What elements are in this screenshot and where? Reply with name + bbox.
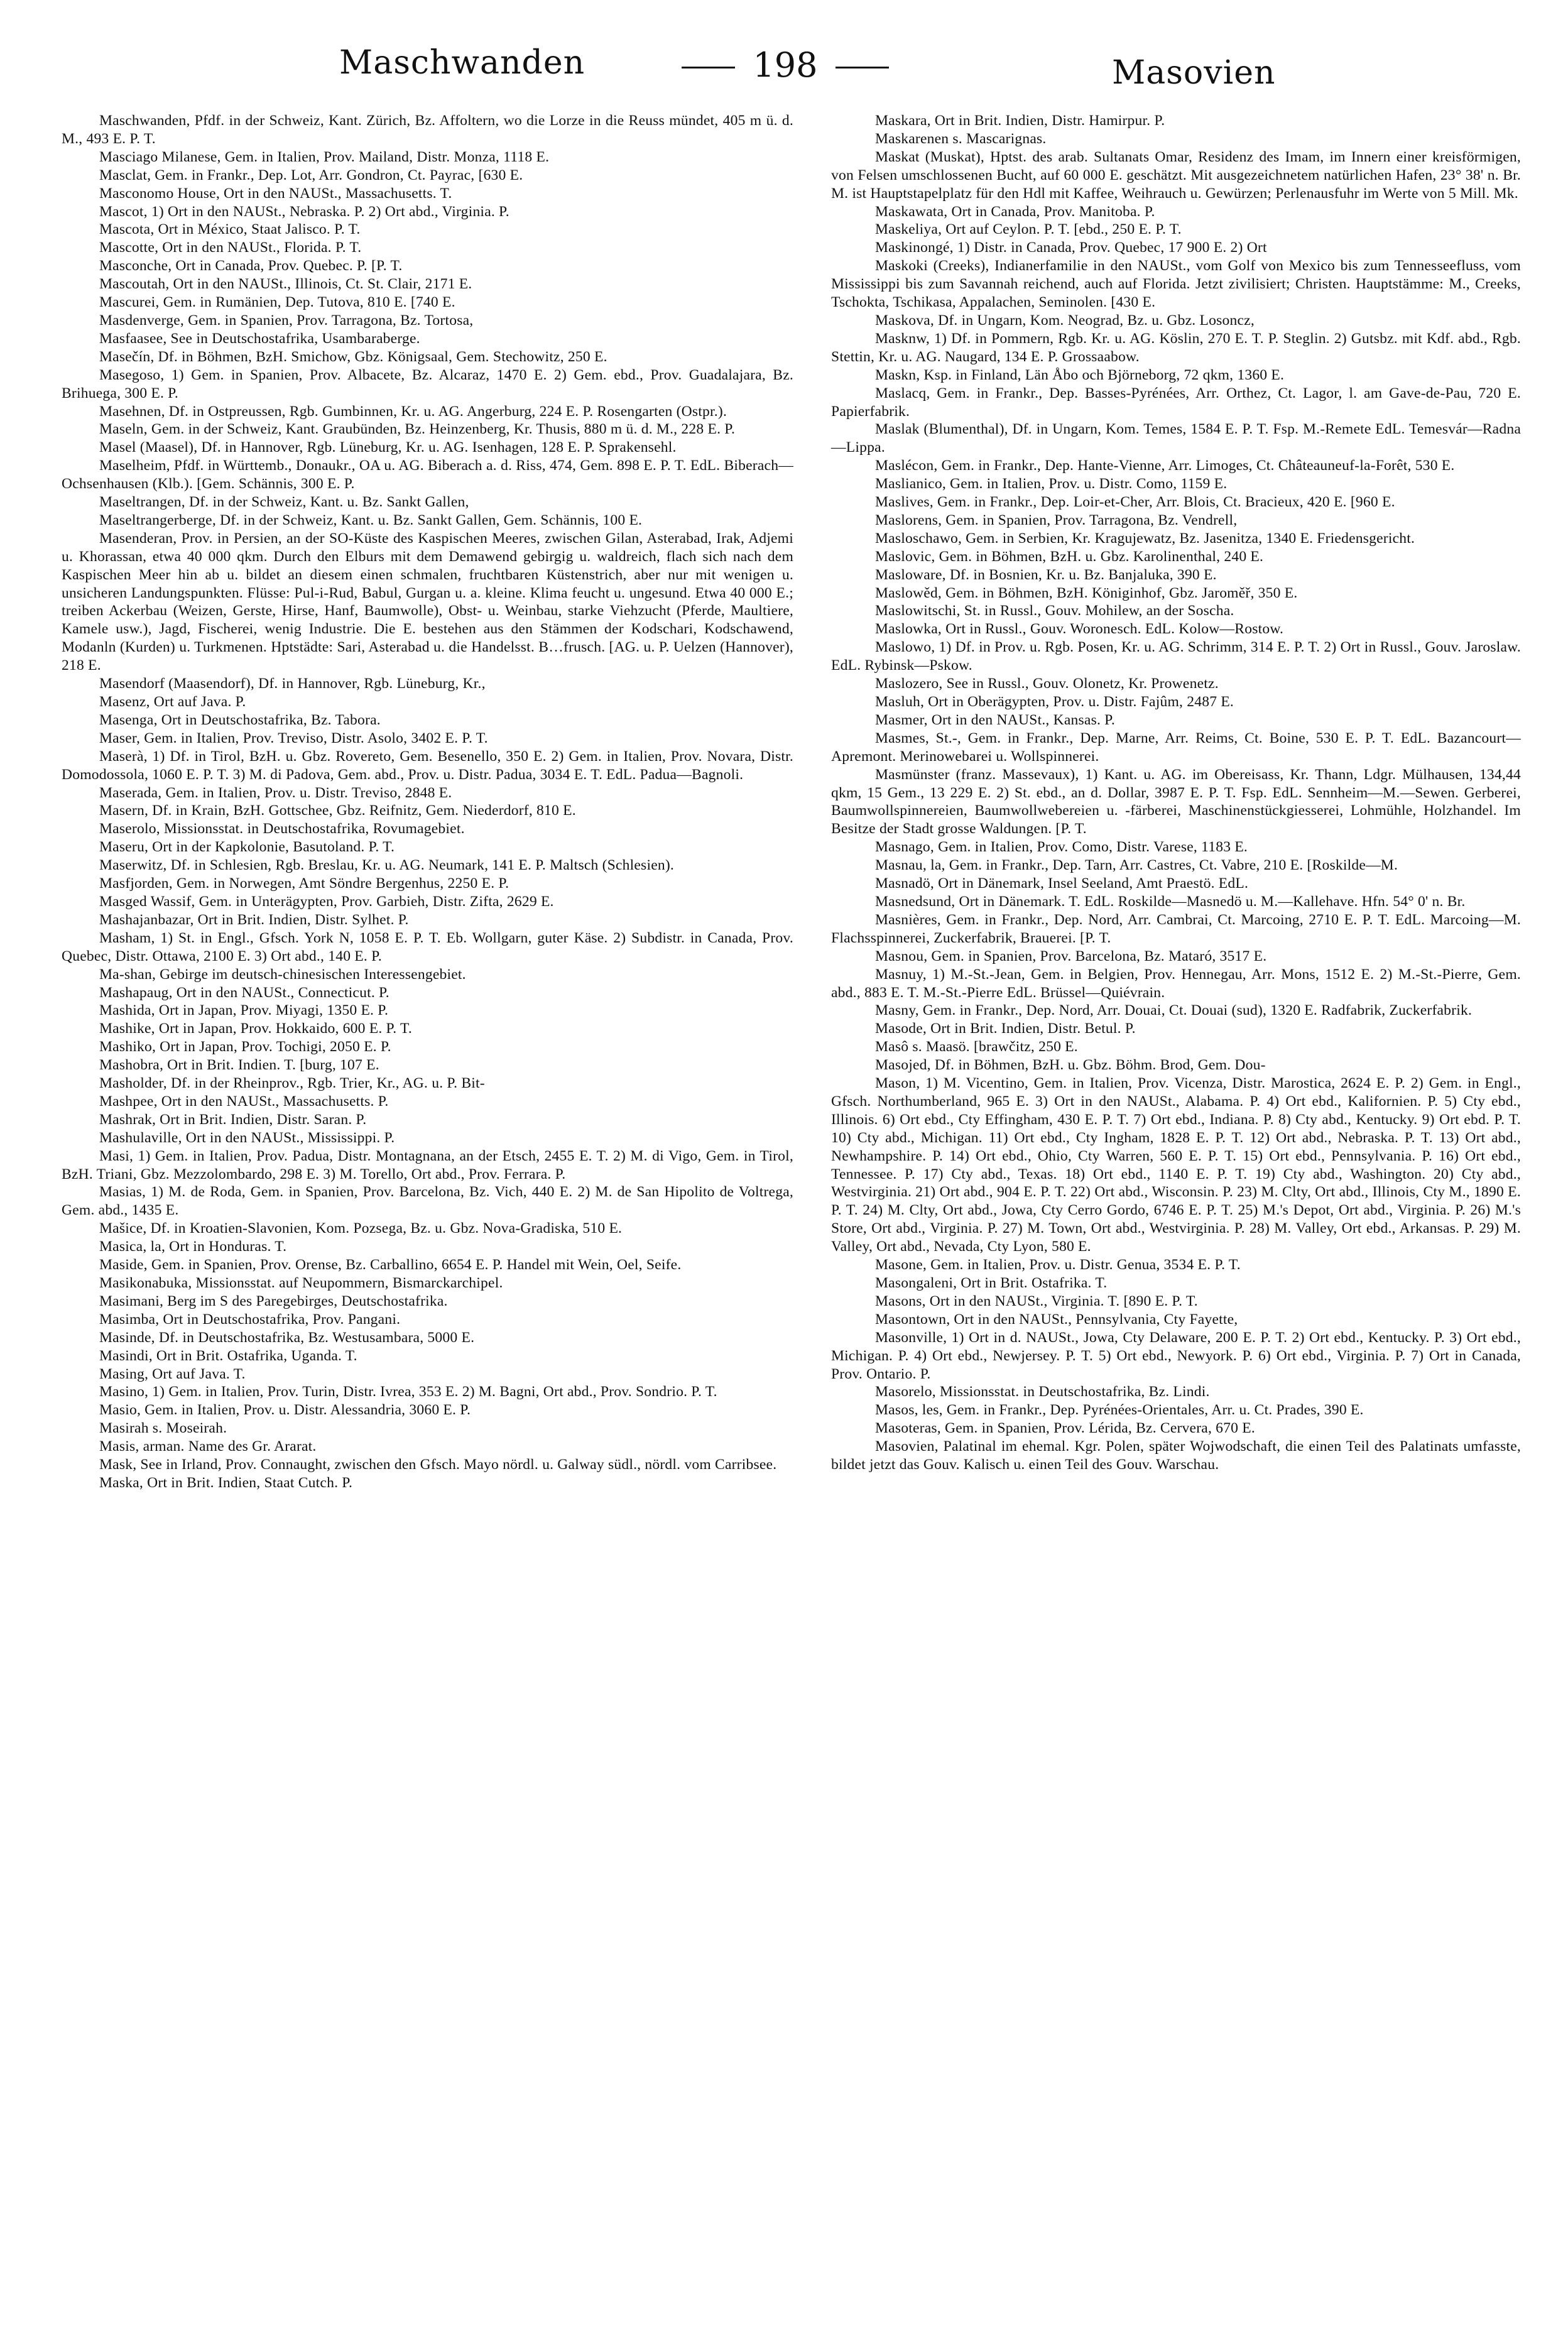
dictionary-entry: Masnou, Gem. in Spanien, Prov. Barcelona, Bz. Mataró, 3517 E.	[875, 948, 1267, 964]
dictionary-entry: Maschwanden, Pfdf. in der Schweiz, Kant. Zürich, Bz. Affoltern, wo die Lorze in die Reuss mündet, 405 m ü. d. M., 493 E. P. T.	[62, 112, 793, 147]
dictionary-entry: Masos, les, Gem. in Frankr., Dep. Pyrénées-Orientales, Arr. u. Ct. Prades, 390 E.	[875, 1402, 1364, 1419]
dictionary-entry: Masorelo, Missionsstat. in Deutschostafrika, Bz. Lindi.	[875, 1384, 1210, 1401]
dictionary-entry: Masio, Gem. in Italien, Prov. u. Distr. Alessandria, 3060 E. P.	[99, 1402, 471, 1419]
dictionary-entry: Maslowitschi, St. in Russl., Gouv. Mohilew, an der Soscha.	[875, 603, 1234, 620]
dictionary-entry: Masknw, 1) Df. in Pommern, Rgb. Kr. u. AG. Köslin, 270 E. T. P. Steglin. 2) Gutsbz. mit Kdf. abd., Rgb. Stettin, Kr. u. AG. Naugard, 134 E. P. Grossaabow.	[831, 330, 1521, 365]
dictionary-entry: Masons, Ort in den NAUSt., Virginia. T. [890 E. P. T.	[875, 1292, 1198, 1309]
dictionary-entry: Maska, Ort in Brit. Indien, Staat Cutch. P.	[99, 1474, 353, 1491]
dictionary-entry: Mask, See in Irland, Prov. Connaught, zwischen den Gfsch. Mayo nördl. u. Galway südl., nördl. vom Carribsee.	[99, 1456, 777, 1473]
dictionary-entry: Maslak (Blumenthal), Df. in Ungarn, Kom. Temes, 1584 E. P. T. Fsp. M.-Remete EdL. Temesvár—Radna—Lippa.	[831, 421, 1521, 456]
dictionary-entry: Masis, arman. Name des Gr. Ararat.	[99, 1438, 317, 1455]
dictionary-entry: Masoteras, Gem. in Spanien, Prov. Lérida, Bz. Cervera, 670 E.	[875, 1420, 1255, 1437]
dictionary-entry: Masconomo House, Ort in den NAUSt., Massachusetts. T.	[99, 185, 452, 202]
dictionary-entry: Maslorens, Gem. in Spanien, Prov. Tarragona, Bz. Vendrell,	[875, 511, 1238, 528]
dictionary-entry: Maslécon, Gem. in Frankr., Dep. Hante-Vienne, Arr. Limoges, Ct. Châteauneuf-la-Forêt, 530 E.	[875, 457, 1455, 474]
dictionary-entry: Maseru, Ort in der Kapkolonie, Basutoland. P. T.	[99, 839, 395, 856]
dictionary-entry: Mashobra, Ort in Brit. Indien. T. [burg, 107 E.	[99, 1057, 379, 1074]
dictionary-entry: Mashapaug, Ort in den NAUSt., Connecticut. P.	[99, 984, 389, 1001]
dictionary-entry: Masirah s. Moseirah.	[99, 1420, 227, 1437]
dictionary-entry: Mashpee, Ort in den NAUSt., Massachusetts. P.	[99, 1093, 389, 1110]
dictionary-entry: Masmes, St.-, Gem. in Frankr., Dep. Marne, Arr. Reims, Ct. Boine, 530 E. P. T. EdL. Bazancourt—Apremont. Merinowebarei u. Wollspinnerei.	[831, 729, 1521, 765]
dictionary-entry: Masi, 1) Gem. in Italien, Prov. Padua, Distr. Montagnana, an der Etsch, 2455 E. T. 2) M. di Vigo, Gem. in Tirol, BzH. Triani, Gbz. Mezzolombardo, 298 E. 3) M. Torello, Ort abd., Prov. Ferrara. P.	[62, 1147, 793, 1182]
dictionary-entry: Masciago Milanese, Gem. in Italien, Prov. Mailand, Distr. Monza, 1118 E.	[99, 148, 550, 165]
dictionary-entry: Mascotte, Ort in den NAUSt., Florida. P. T.	[99, 239, 362, 256]
dictionary-entry: Maskova, Df. in Ungarn, Kom. Neograd, Bz. u. Gbz. Losoncz,	[875, 312, 1255, 329]
dictionary-entry: Masô s. Maasö. [brawčitz, 250 E.	[875, 1039, 1078, 1056]
dictionary-entry: Masino, 1) Gem. in Italien, Prov. Turin, Distr. Ivrea, 353 E. 2) M. Bagni, Ort abd., Prov. Sondrio. P. T.	[99, 1384, 717, 1401]
running-head-left: Maschwanden	[339, 44, 585, 82]
dictionary-entry: Maslozero, See in Russl., Gouv. Olonetz, Kr. Prowenetz.	[875, 675, 1219, 692]
dictionary-entry: Masovien, Palatinal im ehemal. Kgr. Polen, später Wojwodschaft, die einen Teil des Palatinats umfasste, bildet jetzt das Gouv. Kalisch u. einen Teil des Gouv. Warschau.	[831, 1438, 1521, 1473]
dictionary-entry: Masegoso, 1) Gem. in Spanien, Prov. Albacete, Bz. Alcaraz, 1470 E. 2) Gem. ebd., Prov. Guadalajara, Bz. Brihuega, 300 E. P.	[62, 366, 793, 401]
dictionary-entry: Maserolo, Missionsstat. in Deutschostafrika, Rovumagebiet.	[99, 821, 465, 838]
dictionary-entry: Maseln, Gem. in der Schweiz, Kant. Graubünden, Bz. Heinzenberg, Kr. Thusis, 880 m ü. d. M., 228 E. P.	[99, 421, 736, 438]
dictionary-entry: Masenderan, Prov. in Persien, an der SO-Küste des Kaspischen Meeres, zwischen Gilan, Asterabad, Irak, Adjemi u. Khorassan, etwa 40 000 qkm. Durch den Elburs mit dem Demawend gebirgig u. waldreich, flach sich nach dem Kaspischen Meer hin ab u. bildet an diesem einen schmalen, fruchtbaren Küstenstrich, aber nur mit wenigen u. unsicheren Landungspunkten. Flüsse: Pul-i-Rud, Babul, Gurgan u. a. kleine. Klima feucht u. ungesund. Etwa 40 000 E.; treiben Ackerbau (Weizen, Gerste, Hirse, Hanf, Baumwolle), Obst- u. Weinbau, starke Viehzucht (Pferde, Maultiere, Kamele usw.), Jagd, Fischerei, wenig Industrie. Die E. bestehen aus den Stämmen der Kodschari, Kodschawend, Modanln (Kurden) u. Turkmenen. Hptstädte: Sari, Asterabad u. die Handelsst. B…frusch. [AG. u. P. Uelzen (Hannover), 218 E.	[62, 530, 793, 674]
dictionary-entry: Maslowo, 1) Df. in Prov. u. Rgb. Posen, Kr. u. AG. Schrimm, 314 E. P. T. 2) Ort in Russl., Gouv. Jaroslaw. EdL. Rybinsk—Pskow.	[831, 639, 1521, 674]
dictionary-entry: Maside, Gem. in Spanien, Prov. Orense, Bz. Carballino, 6654 E. P. Handel mit Wein, Oel, Seife.	[99, 1257, 682, 1274]
dictionary-entry: Maserada, Gem. in Italien, Prov. u. Distr. Treviso, 2848 E.	[99, 784, 452, 801]
dictionary-entry: Masged Wassif, Gem. in Unterägypten, Prov. Garbieh, Distr. Zifta, 2629 E.	[99, 893, 554, 910]
dictionary-entry: Maslowěd, Gem. in Böhmen, BzH. Königinhof, Gbz. Jaroměř, 350 E.	[875, 584, 1298, 601]
dictionary-entry: Masojed, Df. in Böhmen, BzH. u. Gbz. Böhm. Brod, Gem. Dou-	[875, 1057, 1266, 1074]
dictionary-entry: Maskarenen s. Mascarignas.	[875, 130, 1047, 147]
dictionary-entry: Masica, la, Ort in Honduras. T.	[99, 1238, 287, 1255]
dictionary-entry: Maskara, Ort in Brit. Indien, Distr. Hamirpur. P.	[875, 112, 1165, 129]
dictionary-entry: Masloware, Df. in Bosnien, Kr. u. Bz. Banjaluka, 390 E.	[875, 566, 1217, 583]
dictionary-entry: Maseltrangerberge, Df. in der Schweiz, Kant. u. Bz. Sankt Gallen, Gem. Schännis, 100 E.	[99, 511, 643, 528]
dictionary-entry: Maskawata, Ort in Canada, Prov. Manitoba. P.	[875, 203, 1155, 220]
dictionary-entry: Masnadö, Ort in Dänemark, Insel Seeland, Amt Praestö. EdL.	[875, 875, 1249, 892]
dictionary-entry: Maselheim, Pfdf. in Württemb., Donaukr., OA u. AG. Biberach a. d. Riss, 474, Gem. 898 E. P. T. EdL. Biberach—Ochsenhausen (Klb.). [Gem. Schännis, 300 E. P.	[62, 457, 793, 493]
dictionary-entry: Masehnen, Df. in Ostpreussen, Rgb. Gumbinnen, Kr. u. AG. Angerburg, 224 E. P. Rosengarten (Ostpr.).	[99, 403, 727, 420]
dictionary-entry: Masontown, Ort in den NAUSt., Pennsylvania, Cty Fayette,	[875, 1311, 1238, 1328]
dictionary-entry: Masečín, Df. in Böhmen, BzH. Smichow, Gbz. Königsaal, Gem. Stechowitz, 250 E.	[99, 348, 607, 365]
dictionary-entry: Masindi, Ort in Brit. Ostafrika, Uganda. T.	[99, 1347, 357, 1364]
dictionary-entry: Maserà, 1) Df. in Tirol, BzH. u. Gbz. Rovereto, Gem. Besenello, 350 E. 2) Gem. in Italien, Prov. Novara, Distr. Domodossola, 1060 E. P. T. 3) M. di Padova, Gem. abd., Prov. u. Distr. Padua, 3034 E. T. EdL. Padua—Bagnoli.	[62, 748, 793, 783]
dictionary-entry: Maskinongé, 1) Distr. in Canada, Prov. Quebec, 17 900 E. 2) Ort	[875, 239, 1267, 256]
dictionary-entry: Masfaasee, See in Deutschostafrika, Usambaraberge.	[99, 330, 420, 347]
dictionary-entry: Masinde, Df. in Deutschostafrika, Bz. Westusambara, 5000 E.	[99, 1329, 475, 1346]
page-number: 198	[682, 45, 889, 85]
dictionary-entry: Maseltrangen, Df. in der Schweiz, Kant. u. Bz. Sankt Gallen,	[99, 494, 469, 511]
dictionary-entry: Mason, 1) M. Vicentino, Gem. in Italien, Prov. Vicenza, Distr. Marostica, 2624 E. P. 2) Gem. in Engl., Gfsch. Northumberland, 965 E. 3) Ort in den NAUSt., Alabama. P. 4) Ort ebd., Kalifornien. P. 5) Cty ebd., Illinois. 6) Ort ebd., Cty Effingham, 430 E. P. T. 7) Ort ebd., Indiana. P. 8) Cty abd., Kentucky. 9) Ort ebd. P. T. 10) Cty abd., Michigan. 11) Ort ebd., Cty Ingham, 1828 E. P. T. 12) Ort abd., Nebraska. P. T. 13) Ort abd., Newhampshire. P. 14) Ort ebd., Ohio, Cty Warren, 560 E. P. T. 15) Ort ebd., Pennsylvania. P. 16) Ort ebd., Tennessee. P. 17) Cty abd., Texas. 18) Ort ebd., 1140 E. P. T. 19) Cty abd., Washington. 20) Cty abd., Westvirginia. 21) Ort abd., 904 E. P. T. 22) Ort abd., Wisconsin. P. 23) M. Clty, Ort abd., Illinois, Cty M., 1890 E. P. T. 24) M. Clty, Ort abd., Jowa, Cty Cerro Gordo, 6746 E. P. T. 25) M.'s Depot, Ort abd., Virginia. P. 26) M.'s Store, Ort abd., Virginia. P. 27) M. Town, Ort abd., Westvirginia. P. 28) M. Valley, Ort ebd., Arkansas. P. 29) M. Valley, Ort abd., Nevada, Cty Lyon, 580 E.	[831, 1075, 1521, 1255]
dictionary-entry: Maslowka, Ort in Russl., Gouv. Woronesch. EdL. Kolow—Rostow.	[875, 621, 1284, 638]
right-column	[831, 112, 1521, 1474]
dictionary-entry: Mashiko, Ort in Japan, Prov. Tochigi, 2050 E. P.	[99, 1039, 391, 1056]
dictionary-entry: Masel (Maasel), Df. in Hannover, Rgb. Lüneburg, Kr. u. AG. Isenhagen, 128 E. P. Sprakensehl.	[99, 439, 677, 456]
dictionary-entry: Mascota, Ort in México, Staat Jalisco. P. T.	[99, 221, 361, 238]
dictionary-entry: Masenga, Ort in Deutschostafrika, Bz. Tabora.	[99, 711, 381, 728]
dictionary-entry: Masnières, Gem. in Frankr., Dep. Nord, Arr. Cambrai, Ct. Marcoing, 2710 E. P. T. EdL. Marcoing—M. Flachsspinnerei, Zuckerfabrik, Brauerei. [P. T.	[831, 911, 1521, 946]
dictionary-entry: Mashulaville, Ort in den NAUSt., Mississippi. P.	[99, 1129, 395, 1146]
dictionary-entry: Masendorf (Maasendorf), Df. in Hannover, Rgb. Lüneburg, Kr.,	[99, 675, 486, 692]
dictionary-entry: Masimani, Berg im S des Paregebirges, Deutschostafrika.	[99, 1292, 448, 1309]
dictionary-entry: Masone, Gem. in Italien, Prov. u. Distr. Genua, 3534 E. P. T.	[875, 1257, 1241, 1274]
dictionary-entry: Masnau, la, Gem. in Frankr., Dep. Tarn, Arr. Castres, Ct. Vabre, 210 E. [Roskilde—M.	[875, 857, 1398, 874]
dictionary-entry: Maslacq, Gem. in Frankr., Dep. Basses-Pyrénées, Arr. Orthez, Ct. Lagor, l. am Gave-de-Pau, 720 E. Papierfabrik.	[831, 385, 1521, 420]
dictionary-entry: Masonville, 1) Ort in d. NAUSt., Jowa, Cty Delaware, 200 E. P. T. 2) Ort ebd., Kentucky. P. 3) Ort ebd., Michigan. P. 4) Ort ebd., Newjersey. P. T. 5) Ort ebd., Newyork. P. 6) Ort ebd., Virginia. P. 7) Ort in Canada, Prov. Ontario. P.	[831, 1329, 1521, 1382]
dictionary-entry: Masconche, Ort in Canada, Prov. Quebec. P. [P. T.	[99, 258, 403, 275]
running-head-right: Masovien	[1112, 54, 1276, 92]
dictionary-entry: Ma-shan, Gebirge im deutsch-chinesischen Interessengebiet.	[99, 966, 466, 983]
dictionary-entry: Mascot, 1) Ort in den NAUSt., Nebraska. P. 2) Ort abd., Virginia. P.	[99, 203, 509, 220]
dictionary-entry: Masmer, Ort in den NAUSt., Kansas. P.	[875, 711, 1115, 728]
dictionary-entry: Masluh, Ort in Oberägypten, Prov. u. Distr. Fajûm, 2487 E.	[875, 694, 1234, 710]
dictionary-entry: Mascurei, Gem. in Rumänien, Dep. Tutova, 810 E. [740 E.	[99, 294, 455, 311]
dictionary-entry: Masham, 1) St. in Engl., Gfsch. York N, 1058 E. P. T. Eb. Wollgarn, guter Käse. 2) Subdistr. in Canada, Prov. Quebec, Distr. Ottawa, 2100 E. 3) Ort abd., 140 E. P.	[62, 929, 793, 964]
dictionary-entry: Maskn, Ksp. in Finland, Län Åbo och Björneborg, 72 qkm, 1360 E.	[875, 366, 1285, 383]
dictionary-entry: Masfjorden, Gem. in Norwegen, Amt Söndre Bergenhus, 2250 E. P.	[99, 875, 509, 892]
dictionary-entry: Mashike, Ort in Japan, Prov. Hokkaido, 600 E. P. T.	[99, 1020, 412, 1037]
dictionary-entry: Masern, Df. in Krain, BzH. Gottschee, Gbz. Reifnitz, Gem. Niederdorf, 810 E.	[99, 802, 576, 819]
dictionary-entry: Mashajanbazar, Ort in Brit. Indien, Distr. Sylhet. P.	[99, 911, 409, 928]
dictionary-entry: Masholder, Df. in der Rheinprov., Rgb. Trier, Kr., AG. u. P. Bit-	[99, 1075, 485, 1092]
dictionary-entry: Masongaleni, Ort in Brit. Ostafrika. T.	[875, 1275, 1108, 1291]
page-header	[0, 31, 1568, 107]
dictionary-entry: Mascoutah, Ort in den NAUSt., Illinois, Ct. St. Clair, 2171 E.	[99, 276, 472, 293]
dictionary-entry: Masias, 1) M. de Roda, Gem. in Spanien, Prov. Barcelona, Bz. Vich, 440 E. 2) M. de San Hipolito de Voltrega, Gem. abd., 1435 E.	[62, 1184, 793, 1219]
dictionary-entry: Masimba, Ort in Deutschostafrika, Prov. Pangani.	[99, 1311, 401, 1328]
dictionary-entry: Maslianico, Gem. in Italien, Prov. u. Distr. Como, 1159 E.	[875, 476, 1228, 493]
dictionary-entry: Masode, Ort in Brit. Indien, Distr. Betul. P.	[875, 1020, 1136, 1037]
dictionary-entry: Masdenverge, Gem. in Spanien, Prov. Tarragona, Bz. Tortosa,	[99, 312, 474, 329]
dictionary-entry: Maserwitz, Df. in Schlesien, Rgb. Breslau, Kr. u. AG. Neumark, 141 E. P. Maltsch (Schlesien).	[99, 857, 675, 874]
dictionary-entry: Masmünster (franz. Massevaux), 1) Kant. u. AG. im Obereisass, Kr. Thann, Ldgr. Mülhausen, 134,44 qkm, 15 Gem., 13 229 E. 2) St. ebd., an d. Dollar, 3987 E. P. T. Fsp. EdL. Sennheim—M.—Sewen. Gerberei, Baumwollspinnereien, Baumwollwebereien u. -färberei, Maschinenstückgiesserei, Lohmühle, Holzhandel. Im Besitze der Stadt grosse Waldungen. [P. T.	[831, 766, 1521, 838]
dictionary-entry: Masny, Gem. in Frankr., Dep. Nord, Arr. Douai, Ct. Douai (sud), 1320 E. Radfabrik, Zuckerfabrik.	[875, 1002, 1473, 1019]
dictionary-entry: Mashida, Ort in Japan, Prov. Miyagi, 1350 E. P.	[99, 1002, 389, 1019]
dictionary-entry: Maskoki (Creeks), Indianerfamilie in den NAUSt., vom Golf von Mexico bis zum Tennesseefluss, vom Mississippi bis zum Savannah reichend, auch auf Florida. Jetzt zivilisiert; Christen. Hauptstämme: M., Creeks, Tschokta, Tschikasa, Appalachen, Seminolen. [430 E.	[831, 258, 1521, 311]
dictionary-entry: Masnedsund, Ort in Dänemark. T. EdL. Roskilde—Masnedö u. M.—Kallehave. Hfn. 54° 0' n. Br.	[875, 893, 1466, 910]
dictionary-entry: Maslives, Gem. in Frankr., Dep. Loir-et-Cher, Arr. Blois, Ct. Bracieux, 420 E. [960 E.	[875, 494, 1395, 511]
dictionary-entry: Masloschawo, Gem. in Serbien, Kr. Kragujewatz, Bz. Jasenitza, 1340 E. Friedensgericht.	[875, 530, 1415, 547]
dictionary-entry: Masnuy, 1) M.-St.-Jean, Gem. in Belgien, Prov. Hennegau, Arr. Mons, 1512 E. 2) M.-St.-Pierre, Gem. abd., 883 E. T. M.-St.-Pierre EdL. Brüssel—Quiévrain.	[831, 966, 1521, 1001]
dictionary-entry: Maskat (Muskat), Hptst. des arab. Sultanats Omar, Residenz des Imam, im Innern einer kreisförmigen, von Felsen umschlossenen Bucht, auf 60 000 E. geschätzt. Mit ausgezeichnetem natürlichen Hafen, 23° 38' n. Br. M. ist Hauptstapelplatz für den Hdl mit Kaffee, Weihrauch u. Gewürzen; Perlenausfuhr im Werte von 5 Mill. Mk.	[831, 148, 1521, 202]
left-column	[62, 112, 793, 1492]
dictionary-entry: Maser, Gem. in Italien, Prov. Treviso, Distr. Asolo, 3402 E. P. T.	[99, 729, 488, 746]
dictionary-entry: Mashrak, Ort in Brit. Indien, Distr. Saran. P.	[99, 1111, 367, 1128]
dictionary-entry: Masikonabuka, Missionsstat. auf Neupommern, Bismarckarchipel.	[99, 1275, 503, 1291]
dictionary-entry: Masenz, Ort auf Java. P.	[99, 694, 246, 710]
dictionary-entry: Maskeliya, Ort auf Ceylon. P. T. [ebd., 250 E. P. T.	[875, 221, 1182, 238]
dictionary-entry: Mašice, Df. in Kroatien-Slavonien, Kom. Pozsega, Bz. u. Gbz. Nova-Gradiska, 510 E.	[99, 1220, 623, 1237]
dictionary-entry: Maslovic, Gem. in Böhmen, BzH. u. Gbz. Karolinenthal, 240 E.	[875, 548, 1264, 565]
dictionary-entry: Masclat, Gem. in Frankr., Dep. Lot, Arr. Gondron, Ct. Payrac, [630 E.	[99, 167, 523, 183]
dictionary-entry: Masnago, Gem. in Italien, Prov. Como, Distr. Varese, 1183 E.	[875, 839, 1248, 856]
dictionary-entry: Masing, Ort auf Java. T.	[99, 1365, 246, 1382]
